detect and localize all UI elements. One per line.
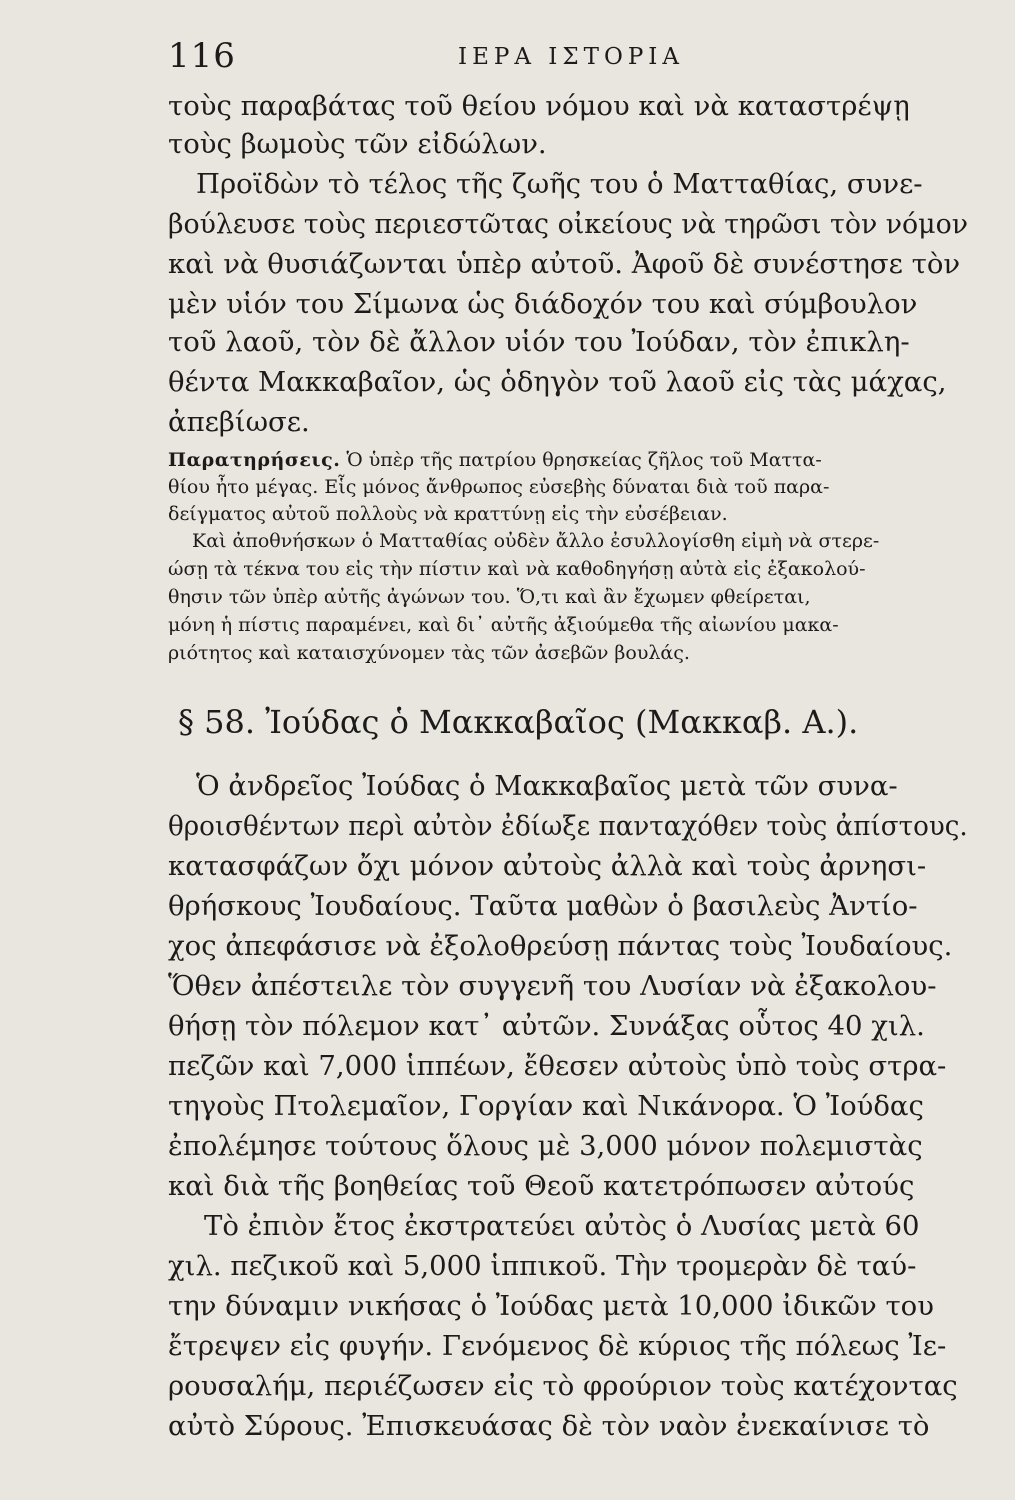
note-line: ριότητος καὶ καταισχύνομεν τὰς τῶν ἀσεβῶν βουλάς. [168, 642, 690, 664]
text-line: τοὺς παραβάτας τοῦ θείου νόμου καὶ νὰ καταστρέψῃ [168, 90, 910, 122]
note-line: ώσῃ τὰ τέκνα του εἰς τὴν πίστιν καὶ νὰ καθοδηγήσῃ αὐτὰ εἰς ἐξακολού- [168, 558, 866, 580]
note-line: μόνη ἡ πίστις παραμένει, καὶ δι᾽ αὐτῆς ἀξιούμεθα τῆς αἰωνίου μακα- [168, 614, 839, 636]
note-line: Καὶ ἀποθνήσκων ὁ Ματταθίας οὐδὲν ἄλλο ἐσυλλογίσθη εἰμὴ νὰ στερε- [192, 530, 880, 552]
page-number: 116 [168, 36, 236, 76]
text-line: Προϊδὼν τὸ τέλος τῆς ζωῆς του ὁ Ματταθίας, συνε- [196, 168, 923, 200]
section-heading: § 58. Ἰούδας ὁ Μακκαβαῖος (Μακκαβ. Α.). [178, 703, 859, 741]
text-line: ἀπεβίωσε. [168, 406, 310, 438]
text-line: ἐπολέμησε τούτους ὅλους μὲ 3,000 μόνον πολεμιστὰς [168, 1130, 923, 1162]
text-line: Τὸ ἐπιὸν ἔτος ἐκστρατεύει αὐτὸς ὁ Λυσίας μετὰ 60 [204, 1210, 920, 1242]
note-label: Παρατηρήσεις. [168, 449, 341, 471]
text-line: καὶ διὰ τῆς βοηθείας τοῦ Θεοῦ κατετρόπωσεν αὐτούς [168, 1170, 915, 1202]
text-line: θρήσκους Ἰουδαίους. Ταῦτα μαθὼν ὁ βασιλεὺς Ἀντίο- [168, 890, 918, 922]
text-line: τοὺς βωμοὺς τῶν εἰδώλων. [168, 128, 547, 160]
text-line: Ὁ ἀνδρεῖος Ἰούδας ὁ Μακκαβαῖος μετὰ τῶν συνα- [196, 770, 898, 802]
running-title: ΙΕΡΑ ΙΣΤΟΡΙΑ [458, 44, 684, 70]
text-line: μὲν υἱόν του Σίμωνα ὡς διάδοχόν του καὶ σύμβουλον [168, 288, 918, 320]
text-line: τοῦ λαοῦ, τὸν δὲ ἄλλον υἱόν του Ἰούδαν, τὸν ἐπικλη- [168, 326, 910, 358]
note-line: δείγματος αὐτοῦ πολλοὺς νὰ κραττύνῃ εἰς τὴν εὐσέβειαν. [168, 503, 728, 525]
text-line: θήσῃ τὸν πόλεμον κατ᾽ αὐτῶν. Συνάξας οὗτος 40 χιλ. [168, 1010, 925, 1042]
note-line: θησιν τῶν ὑπὲρ αὐτῆς ἀγώνων του. Ὅ,τι καὶ ἂν ἔχωμεν φθείρεται, [168, 586, 811, 608]
text-line: θροισθέντων περὶ αὐτὸν ἐδίωξε πανταχόθεν τοὺς ἀπίστους. [168, 810, 968, 842]
text-line: την δύναμιν νικήσας ὁ Ἰούδας μετὰ 10,000 ἰδικῶν του [168, 1290, 934, 1322]
note-first-line [168, 447, 822, 473]
text-line: θέντα Μακκαβαῖον, ὡς ὁδηγὸν τοῦ λαοῦ εἰς τὰς μάχας, [168, 366, 947, 398]
text-line: ἔτρεψεν εἰς φυγήν. Γενόμενος δὲ κύριος τῆς πόλεως Ἰε- [168, 1330, 947, 1362]
text-line: Ὅθεν ἀπέστειλε τὸν συγγενῆ του Λυσίαν νὰ ἐξακολου- [168, 970, 937, 1002]
text-line: αὐτὸ Σύρους. Ἐπισκευάσας δὲ τὸν ναὸν ἐνεκαίνισε τὸ [168, 1410, 930, 1442]
note-text: Ὁ ὑπὲρ τῆς πατρίου θρησκείας ζῆλος τοῦ Ματτα- [346, 449, 822, 471]
text-line: χιλ. πεζικοῦ καὶ 5,000 ἱππικοῦ. Τὴν τρομερὰν δὲ ταύ- [168, 1250, 917, 1282]
note-line: θίου ἦτο μέγας. Εἷς μόνος ἄνθρωπος εὐσεβὴς δύναται διὰ τοῦ παρα- [168, 476, 830, 498]
text-line: ρουσαλήμ, περιέζωσεν εἰς τὸ φρούριον τοὺς κατέχοντας [168, 1370, 958, 1402]
text-line: τηγοὺς Πτολεμαῖον, Γοργίαν καὶ Νικάνορα. Ὁ Ἰούδας [168, 1090, 924, 1122]
text-line: κατασφάζων ὄχι μόνον αὐτοὺς ἀλλὰ καὶ τοὺς ἀρνησι- [168, 850, 927, 882]
text-line: πεζῶν καὶ 7,000 ἱππέων, ἔθεσεν αὐτοὺς ὑπὸ τοὺς στρα- [168, 1050, 947, 1082]
text-line: καὶ νὰ θυσιάζωνται ὑπὲρ αὐτοῦ. Ἀφοῦ δὲ συνέστησε τὸν [168, 248, 961, 280]
page-header [168, 36, 968, 76]
text-line: χος ἀπεφάσισε νὰ ἐξολοθρεύσῃ πάντας τοὺς Ἰουδαίους. [168, 930, 953, 962]
text-line: βούλευσε τοὺς περιεστῶτας οἰκείους νὰ τηρῶσι τὸν νόμον [168, 208, 969, 240]
